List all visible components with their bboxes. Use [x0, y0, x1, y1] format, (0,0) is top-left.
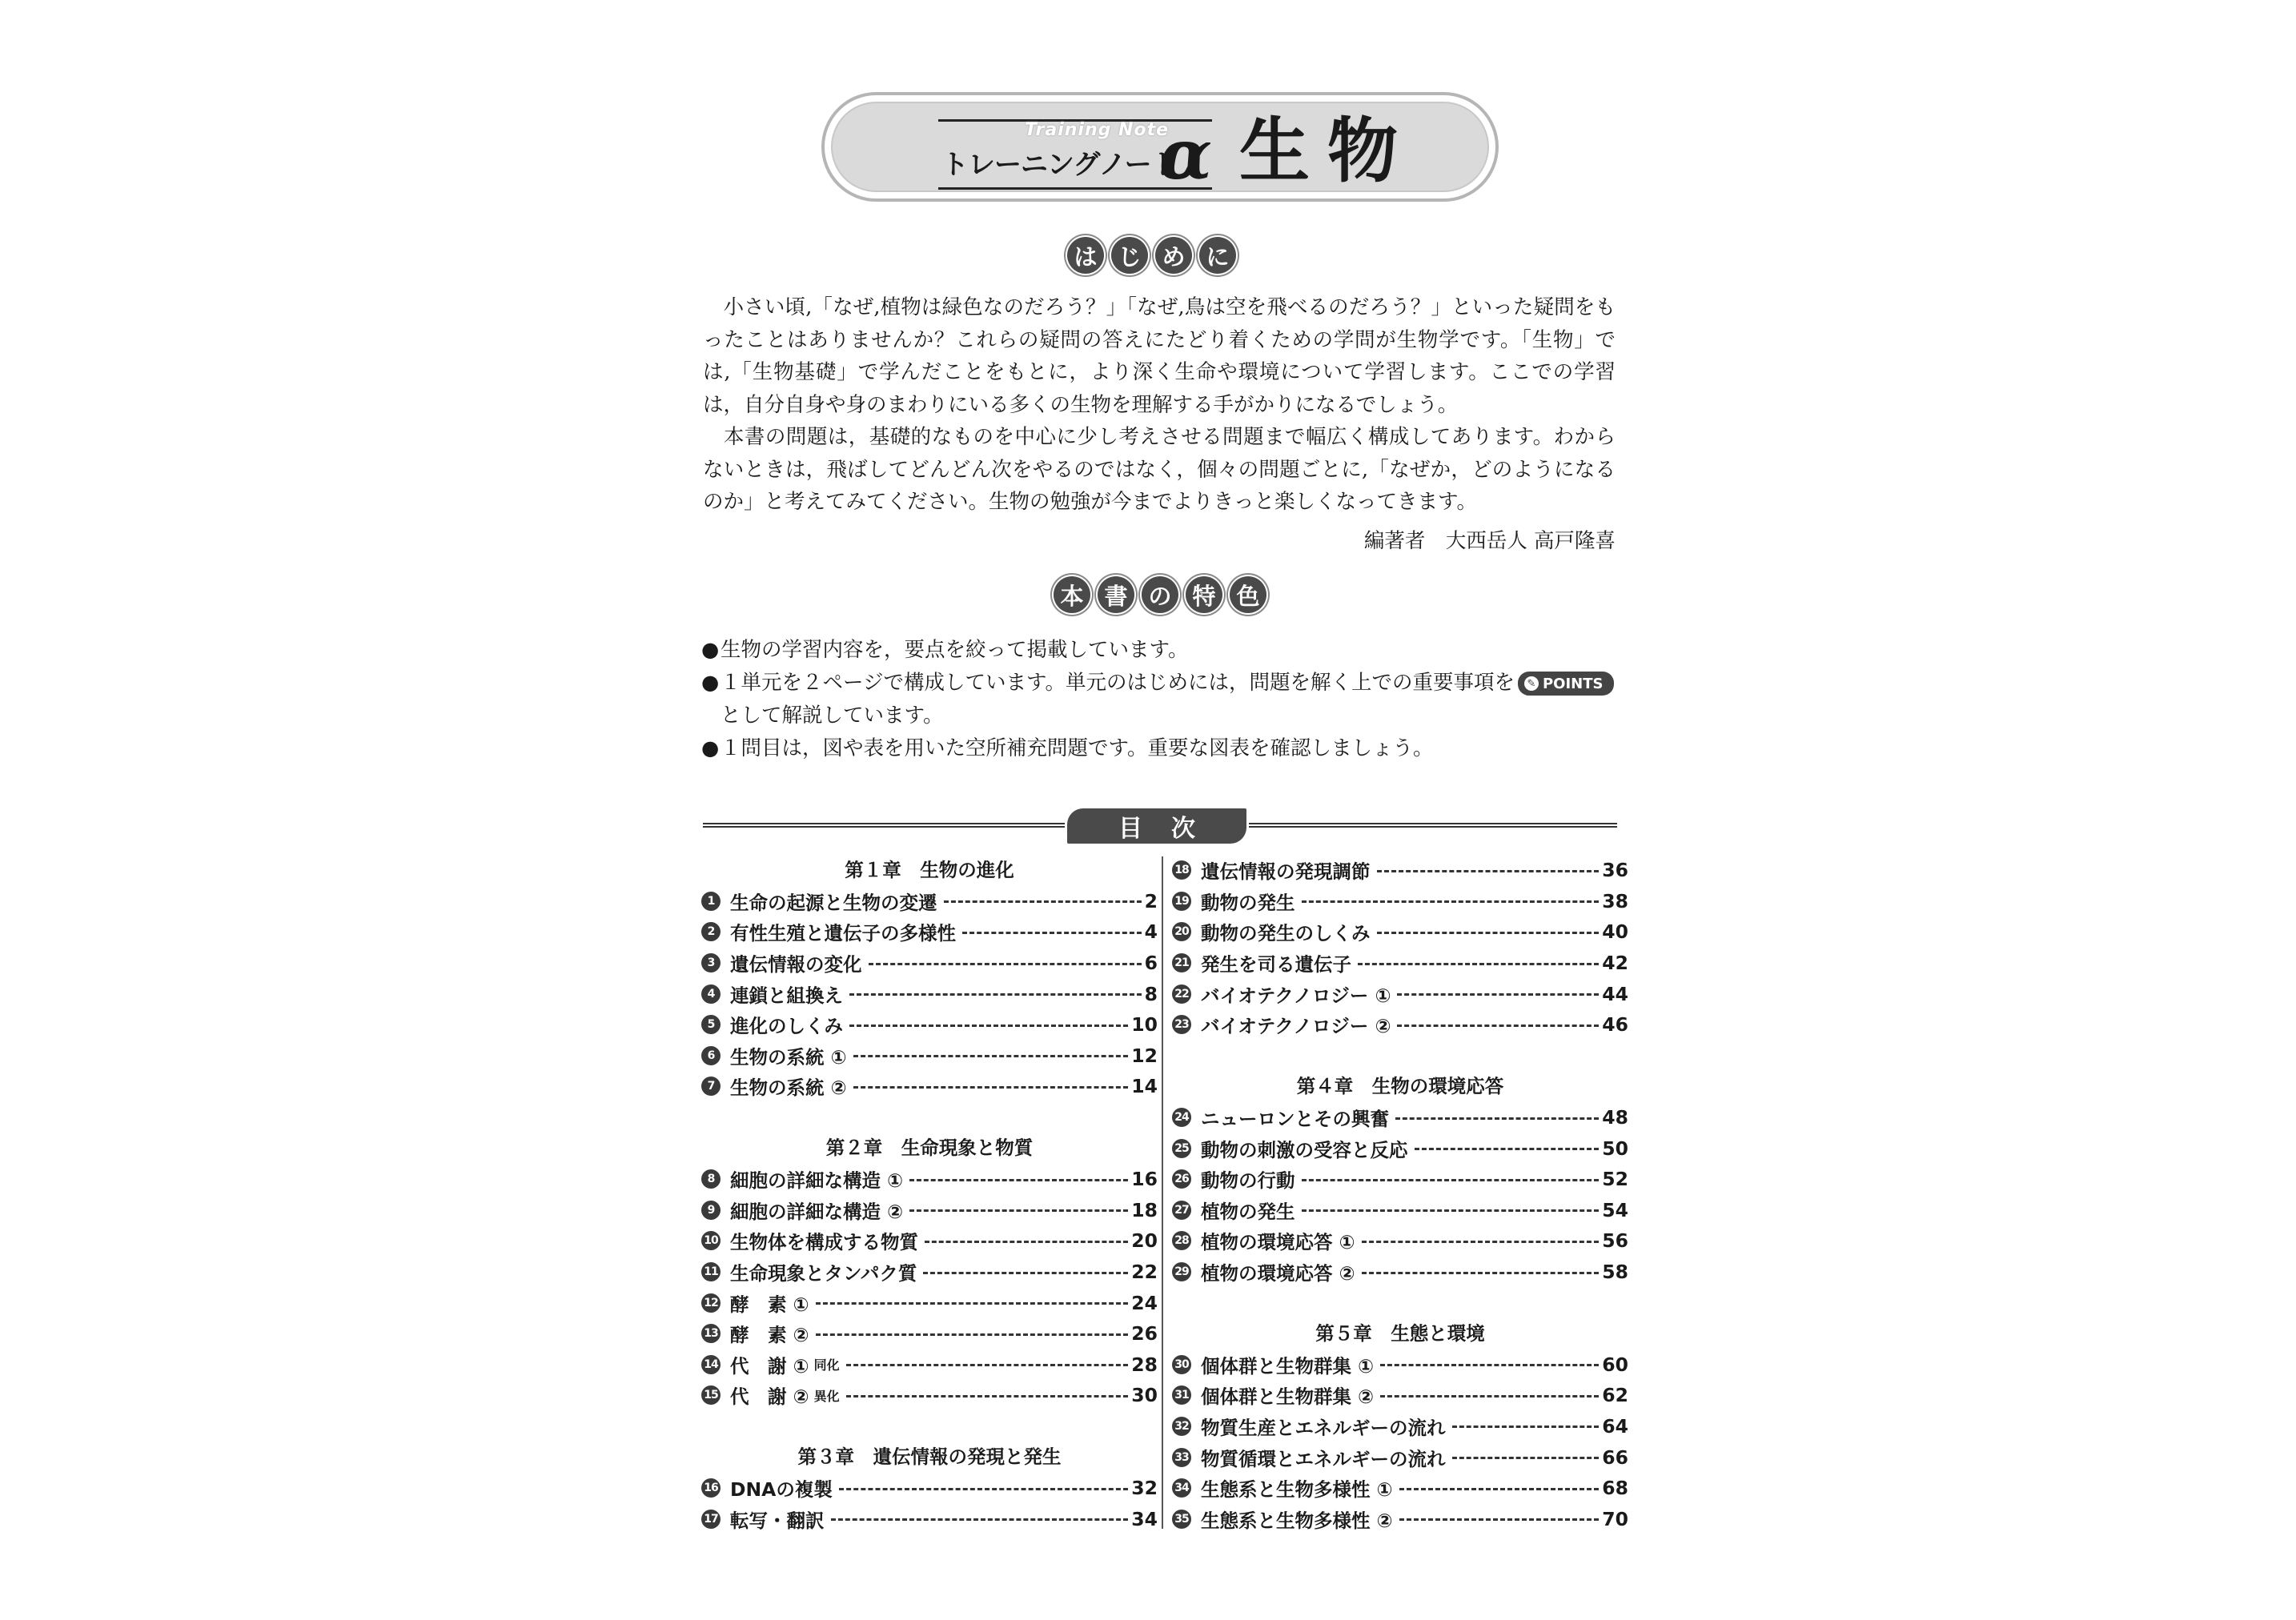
dot-leader	[1452, 1457, 1600, 1459]
dot-leader	[944, 900, 1142, 903]
page-number: 10	[1131, 1013, 1158, 1037]
dot-leader	[816, 1302, 1129, 1305]
item-title: 転写・翻訳	[730, 1509, 825, 1532]
dot-leader	[1362, 1241, 1600, 1243]
page-number: 66	[1602, 1446, 1628, 1469]
pencil-icon: ✎	[1524, 676, 1539, 691]
toc-item[interactable]	[1172, 1009, 1628, 1041]
item-number-badge: 2	[701, 922, 721, 941]
item-number-badge: 3	[701, 953, 721, 972]
toc-item[interactable]	[1172, 1380, 1628, 1411]
item-number-badge: 26	[1172, 1169, 1191, 1189]
dot-leader	[923, 1272, 1128, 1274]
title-banner	[821, 92, 1499, 202]
dot-leader	[1415, 1148, 1600, 1150]
toc-item[interactable]	[701, 1071, 1158, 1102]
toc-spacer	[701, 1102, 1158, 1133]
item-number-badge: 13	[701, 1324, 721, 1343]
item-title: 個体群と生物群集 ②	[1201, 1385, 1375, 1409]
dot-leader	[1302, 1179, 1600, 1181]
page-number: 18	[1131, 1198, 1158, 1221]
toc-title: 目次	[1067, 808, 1246, 844]
dot-leader	[1399, 1488, 1600, 1490]
feature-text: として解説しています。	[721, 704, 944, 728]
features-heading-char: 特	[1186, 576, 1222, 613]
item-number-badge: 25	[1172, 1139, 1191, 1158]
item-title: 動物の刺激の受容と反応	[1201, 1138, 1408, 1161]
item-subtitle: 異化	[813, 1388, 840, 1404]
toc-chapter-heading: 第２章 生命現象と物質	[825, 1137, 1034, 1160]
toc-item[interactable]	[1172, 1503, 1628, 1534]
dot-leader	[1302, 1209, 1600, 1212]
item-number-badge: 17	[701, 1510, 721, 1529]
toc-chapter-heading: 第４章 生物の環境応答	[1296, 1075, 1504, 1098]
dot-leader	[846, 1395, 1129, 1397]
item-title: 代 謝 ①	[730, 1354, 809, 1377]
feature-item	[701, 667, 1618, 700]
toc-item[interactable]	[701, 886, 1158, 917]
toc-item[interactable]	[701, 978, 1158, 1009]
toc-chapter-heading: 第３章 遺伝情報の発現と発生	[797, 1446, 1062, 1469]
item-number-badge: 4	[701, 984, 721, 1004]
page-number: 52	[1602, 1168, 1628, 1191]
item-title: 細胞の詳細な構造 ②	[730, 1200, 904, 1223]
toc-item[interactable]	[1172, 1349, 1628, 1381]
item-title: 植物の環境応答 ①	[1201, 1231, 1355, 1254]
page-number: 8	[1144, 982, 1158, 1005]
item-number-badge: 1	[701, 892, 721, 911]
item-number-badge: 34	[1172, 1478, 1191, 1498]
page-number: 20	[1131, 1229, 1158, 1253]
feature-text: 生物の学習内容を，要点を絞って掲載しています。	[721, 638, 1189, 662]
item-number-badge: 22	[1172, 984, 1191, 1004]
item-title: 個体群と生物群集 ①	[1201, 1354, 1375, 1377]
item-title: 細胞の詳細な構造 ①	[730, 1169, 904, 1193]
dot-leader	[853, 1086, 1129, 1089]
item-number-badge: 30	[1172, 1355, 1191, 1374]
page-number: 50	[1602, 1137, 1628, 1160]
toc-item[interactable]	[701, 1225, 1158, 1257]
page-number: 36	[1602, 859, 1628, 882]
toc-item[interactable]	[1172, 978, 1628, 1009]
dot-leader	[909, 1209, 1128, 1212]
dot-leader	[1452, 1426, 1600, 1428]
item-number-badge: 15	[701, 1385, 721, 1405]
dot-leader	[853, 1055, 1129, 1057]
dot-leader	[816, 1333, 1129, 1336]
item-number-badge: 35	[1172, 1510, 1191, 1529]
dot-leader	[925, 1241, 1128, 1243]
dot-leader	[846, 1364, 1129, 1366]
item-title: 生物の系統 ②	[730, 1077, 847, 1100]
item-title: 物質循環とエネルギーの流れ	[1201, 1447, 1446, 1470]
dot-leader	[1380, 1364, 1599, 1366]
toc-item[interactable]	[1172, 1257, 1628, 1288]
page-number: 68	[1602, 1477, 1628, 1500]
page-number: 32	[1131, 1477, 1158, 1500]
features-heading-char: 色	[1230, 576, 1266, 613]
toc-item[interactable]	[701, 1009, 1158, 1041]
page-number: 24	[1131, 1291, 1158, 1314]
item-subtitle: 同化	[813, 1357, 840, 1373]
toc-left-column	[701, 855, 1158, 1534]
page-number: 46	[1602, 1013, 1628, 1037]
item-title: 動物の行動	[1201, 1169, 1295, 1193]
brand-alpha: α	[1158, 114, 1212, 195]
item-number-badge: 6	[701, 1046, 721, 1065]
toc-rule-right	[1249, 823, 1617, 828]
brand-logo	[938, 114, 1212, 195]
points-badge	[1518, 672, 1615, 696]
toc-item[interactable]	[701, 1287, 1158, 1318]
dot-leader	[1377, 932, 1600, 934]
item-title: 生態系と生物多様性 ②	[1201, 1509, 1393, 1532]
toc-right-column	[1172, 855, 1628, 1534]
toc-item[interactable]	[1172, 1195, 1628, 1226]
item-number-badge: 28	[1172, 1231, 1191, 1250]
item-title: バイオテクノロジー ②	[1201, 1015, 1391, 1038]
dot-leader	[962, 932, 1142, 934]
item-title: 進化のしくみ	[730, 1015, 843, 1038]
dot-leader	[1399, 1518, 1600, 1521]
toc-column-divider	[1162, 856, 1163, 1529]
toc-item[interactable]	[701, 1041, 1158, 1072]
page-number: 60	[1602, 1353, 1628, 1376]
toc-chapter-heading: 第１章 生物の進化	[845, 859, 1014, 881]
dot-leader	[849, 993, 1142, 996]
toc-item[interactable]	[701, 1473, 1158, 1504]
item-title: 生命の起源と生物の変遷	[730, 891, 937, 914]
dot-leader	[1358, 963, 1599, 965]
item-number-badge: 12	[701, 1293, 721, 1313]
toc-item[interactable]	[701, 916, 1158, 948]
page-number: 42	[1602, 952, 1628, 975]
feature-text-with-badge	[721, 667, 1614, 700]
page-number: 4	[1144, 920, 1158, 944]
toc-item[interactable]	[1172, 1442, 1628, 1473]
brand-japanese: トレーニングノート	[941, 149, 1178, 181]
item-title: 酵 素 ②	[730, 1324, 809, 1347]
dot-leader	[909, 1179, 1128, 1181]
feature-item	[701, 732, 1618, 765]
toc-item[interactable]	[1172, 855, 1628, 886]
item-title: 生物の系統 ①	[730, 1045, 847, 1069]
item-title: 発生を司る遺伝子	[1201, 953, 1351, 976]
item-number-badge: 21	[1172, 953, 1191, 972]
toc-item[interactable]	[701, 1257, 1158, 1288]
item-title: 生命現象とタンパク質	[730, 1262, 917, 1285]
toc-item[interactable]	[701, 1349, 1158, 1381]
item-title: 動物の発生のしくみ	[1201, 922, 1371, 945]
features-list	[701, 634, 1618, 765]
toc-item[interactable]	[701, 1318, 1158, 1349]
toc-item[interactable]	[1172, 886, 1628, 917]
dot-leader	[1362, 1272, 1600, 1274]
points-label: POINTS	[1542, 675, 1604, 692]
item-title: 動物の発生	[1201, 891, 1295, 914]
page-number: 16	[1131, 1168, 1158, 1191]
page-number: 34	[1131, 1507, 1158, 1530]
page-number: 2	[1144, 889, 1158, 912]
page-number: 14	[1131, 1075, 1158, 1098]
toc-item[interactable]	[1172, 1473, 1628, 1504]
item-number-badge: 9	[701, 1201, 721, 1220]
page-number: 62	[1602, 1384, 1628, 1407]
dot-leader	[1380, 1395, 1599, 1397]
page-number: 48	[1602, 1106, 1628, 1129]
toc-item[interactable]	[701, 948, 1158, 979]
dot-leader	[869, 963, 1142, 965]
item-title: DNAの複製	[730, 1478, 833, 1502]
dot-leader	[1397, 993, 1599, 996]
toc-spacer	[1172, 1041, 1628, 1072]
item-title: ニューロンとその興奮	[1201, 1108, 1389, 1131]
dot-leader	[1377, 870, 1600, 872]
item-number-badge: 16	[701, 1478, 721, 1498]
editor-credit: 編著者 大西岳人 高戸隆喜	[1363, 529, 1616, 553]
feature-item-continued	[701, 700, 1618, 732]
item-title: 生物体を構成する物質	[730, 1231, 918, 1254]
features-heading-char: 書	[1098, 576, 1134, 613]
toc-chapter-heading: 第５章 生態と環境	[1315, 1321, 1485, 1345]
dot-leader	[1397, 1025, 1599, 1027]
item-number-badge: 27	[1172, 1201, 1191, 1220]
toc-item[interactable]	[1172, 916, 1628, 948]
page-number: 22	[1131, 1261, 1158, 1284]
features-heading-char: 本	[1054, 576, 1090, 613]
subject-title: 生物	[1239, 110, 1416, 192]
item-title: 連鎖と組換え	[730, 984, 843, 1007]
intro-heading-char: じ	[1111, 237, 1148, 274]
brand-english: Training Note	[1024, 120, 1169, 140]
item-number-badge: 31	[1172, 1385, 1191, 1405]
dot-leader	[849, 1025, 1128, 1027]
dot-leader	[1302, 900, 1600, 903]
item-number-badge: 5	[701, 1015, 721, 1034]
toc-item[interactable]	[1172, 1133, 1628, 1164]
item-title: バイオテクノロジー ①	[1201, 984, 1391, 1007]
toc-spacer	[701, 1411, 1158, 1442]
dot-leader	[839, 1488, 1128, 1490]
features-heading-char: の	[1142, 576, 1178, 613]
toc-item[interactable]	[701, 1164, 1158, 1195]
item-number-badge: 29	[1172, 1262, 1191, 1281]
page-number: 6	[1144, 952, 1158, 975]
intro-heading-char: め	[1155, 237, 1192, 274]
title-banner-inner	[831, 102, 1489, 195]
features-heading	[1054, 576, 1266, 613]
toc-item[interactable]	[1172, 948, 1628, 979]
toc-item[interactable]	[1172, 1411, 1628, 1442]
item-title: 植物の発生	[1201, 1200, 1295, 1223]
bullet-icon: ●	[701, 638, 720, 662]
item-title: 生態系と生物多様性 ①	[1201, 1478, 1393, 1502]
toc-spacer	[1172, 1287, 1628, 1318]
indent-spacer	[701, 700, 721, 732]
page-number: 40	[1602, 920, 1628, 944]
toc-item[interactable]	[701, 1195, 1158, 1226]
item-title: 酵 素 ①	[730, 1293, 809, 1316]
bullet-icon: ●	[701, 671, 720, 695]
page-number: 28	[1131, 1353, 1158, 1376]
page-number: 56	[1602, 1229, 1628, 1253]
item-number-badge: 8	[701, 1169, 721, 1189]
feature-text: １単元を２ページで構成しています。単元のはじめには，問題を解く上での重要事項を	[721, 671, 1515, 695]
page-number: 30	[1131, 1384, 1158, 1407]
item-title: 有性生殖と遺伝子の多様性	[730, 922, 956, 945]
item-number-badge: 23	[1172, 1015, 1191, 1034]
page-number: 64	[1602, 1414, 1628, 1438]
item-number-badge: 20	[1172, 922, 1191, 941]
toc-rule-left	[703, 823, 1065, 828]
toc-item[interactable]	[1172, 1225, 1628, 1257]
page-number: 38	[1602, 889, 1628, 912]
item-number-badge: 32	[1172, 1417, 1191, 1436]
intro-paragraph-1: 小さい頃,「なぜ,植物は緑色なのだろう？」「なぜ,鳥は空を飛べるのだろう？」といった疑問をもったことはありませんか？これらの疑問の答えにたどり着くための学問が生物学です。「生物」では,「生物基礎」で学んだことをもとに，より深く生命や環境について学習します。ここでの学習は，自分自身や身のまわりにいる多くの生物を理解する手がかりになるでしょう。	[703, 295, 1616, 417]
item-title: 代 謝 ②	[730, 1385, 809, 1409]
toc-item[interactable]	[1172, 1102, 1628, 1133]
item-number-badge: 7	[701, 1077, 721, 1096]
feature-text: １問目は，図や表を用いた空所補充問題です。重要な図表を確認しましょう。	[721, 736, 1434, 760]
bullet-icon: ●	[701, 736, 720, 760]
item-number-badge: 10	[701, 1231, 721, 1250]
page-number: 58	[1602, 1261, 1628, 1284]
page-number: 12	[1131, 1044, 1158, 1067]
page-number: 44	[1602, 982, 1628, 1005]
dot-leader	[831, 1518, 1129, 1521]
item-title: 植物の環境応答 ②	[1201, 1262, 1355, 1285]
item-number-badge: 11	[701, 1262, 721, 1281]
item-title: 物質生産とエネルギーの流れ	[1201, 1416, 1446, 1439]
item-title: 遺伝情報の変化	[730, 953, 862, 976]
feature-item	[701, 634, 1618, 667]
toc-item[interactable]	[701, 1503, 1158, 1534]
page-number: 54	[1602, 1198, 1628, 1221]
page-number: 70	[1602, 1507, 1628, 1530]
item-number-badge: 19	[1172, 892, 1191, 911]
toc-item[interactable]	[701, 1380, 1158, 1411]
page-number: 26	[1131, 1322, 1158, 1345]
item-number-badge: 24	[1172, 1108, 1191, 1127]
intro-paragraph-2: 本書の問題は，基礎的なものを中心に少し考えさせる問題まで幅広く構成してあります。わからないときは，飛ばしてどんどん次をやるのではなく，個々の問題ごとに,「なぜか，どのようになるのか」と考えてみてください。生物の勉強が今までよりきっと楽しくなってきます。	[703, 425, 1616, 514]
dot-leader	[1395, 1117, 1599, 1120]
item-number-badge: 14	[701, 1355, 721, 1374]
item-number-badge: 18	[1172, 860, 1191, 880]
intro-heading	[1067, 237, 1236, 274]
intro-heading-char: に	[1199, 237, 1236, 274]
item-title: 遺伝情報の発現調節	[1201, 860, 1371, 884]
item-number-badge: 33	[1172, 1448, 1191, 1467]
intro-heading-char: は	[1067, 237, 1104, 274]
toc-item[interactable]	[1172, 1164, 1628, 1195]
